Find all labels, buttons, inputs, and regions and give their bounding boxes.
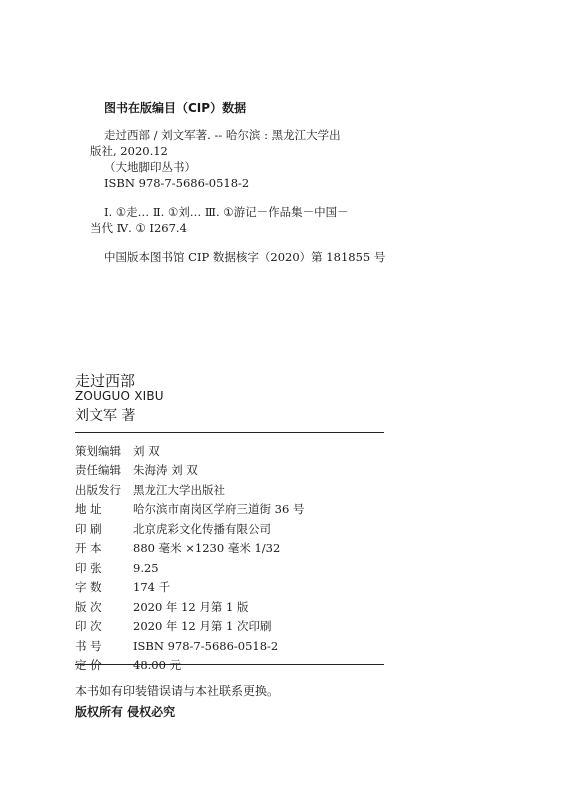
info-row [75,441,304,461]
info-value: 北京虎彩文化传播有限公司 [133,521,271,536]
info-value: ISBN 978-7-5686-0518-2 [133,638,279,653]
info-row [75,539,304,559]
info-row [75,500,304,520]
info-label: 印 次 [75,619,102,634]
cip-line-6: 当代 Ⅳ. ① I267.4 [90,221,187,235]
info-label: 开 本 [75,541,102,556]
info-row [75,519,304,539]
cip-line-2: 版社, 2020.12 [90,144,168,158]
bottom-rule [75,664,384,665]
info-value: 9.25 [133,560,159,575]
info-label: 印 张 [75,560,102,575]
info-label: 责任编辑 [75,463,121,478]
publication-info-table [75,441,304,675]
info-row [75,558,304,578]
info-label: 版 次 [75,599,102,614]
info-row [75,578,304,598]
book-pinyin: ZOUGUO XIBU [75,389,164,403]
info-row [75,597,304,617]
info-row [75,636,304,656]
cip-heading: 图书在版编目（CIP）数据 [104,101,247,115]
cip-line-3: （大地脚印丛书） [104,160,196,174]
book-author: 刘文军 著 [75,408,136,424]
cip-line-5: Ⅰ. ①走… Ⅱ. ①刘… Ⅲ. ①游记－作品集－中国－ [104,205,349,219]
cip-line-1: 走过西部 / 刘文军著. -- 哈尔滨 : 黑龙江大学出 [104,128,341,142]
info-label: 地 址 [75,502,102,517]
info-label: 印 刷 [75,521,102,536]
info-value: 174 千 [133,580,171,595]
book-title: 走过西部 [75,372,136,390]
info-value: 2020 年 12 月第 1 版 [133,599,249,614]
info-value: 刘 双 [133,443,160,458]
info-value: 48.00 元 [133,658,182,673]
cip-line-4: ISBN 978-7-5686-0518-2 [104,176,250,190]
info-label: 字 数 [75,580,102,595]
info-row [75,480,304,500]
info-label: 策划编辑 [75,443,121,458]
replacement-note: 本书如有印装错误请与本社联系更换。 [75,684,280,698]
cip-line-7: 中国版本图书馆 CIP 数据核字（2020）第 181855 号 [104,250,386,264]
copyright-notice: 版权所有 侵权必究 [75,705,176,719]
info-label: 出版发行 [75,482,121,497]
info-label: 书 号 [75,638,102,653]
info-row [75,461,304,481]
info-label: 定 价 [75,658,102,673]
info-value: 黑龙江大学出版社 [133,482,225,497]
info-row [75,617,304,637]
info-value: 880 毫米 ×1230 毫米 1/32 [133,541,281,556]
info-value: 哈尔滨市南岗区学府三道街 36 号 [133,502,305,517]
info-row [75,656,304,676]
info-value: 朱海涛 刘 双 [133,463,198,478]
top-rule [75,432,384,433]
info-value: 2020 年 12 月第 1 次印刷 [133,619,272,634]
